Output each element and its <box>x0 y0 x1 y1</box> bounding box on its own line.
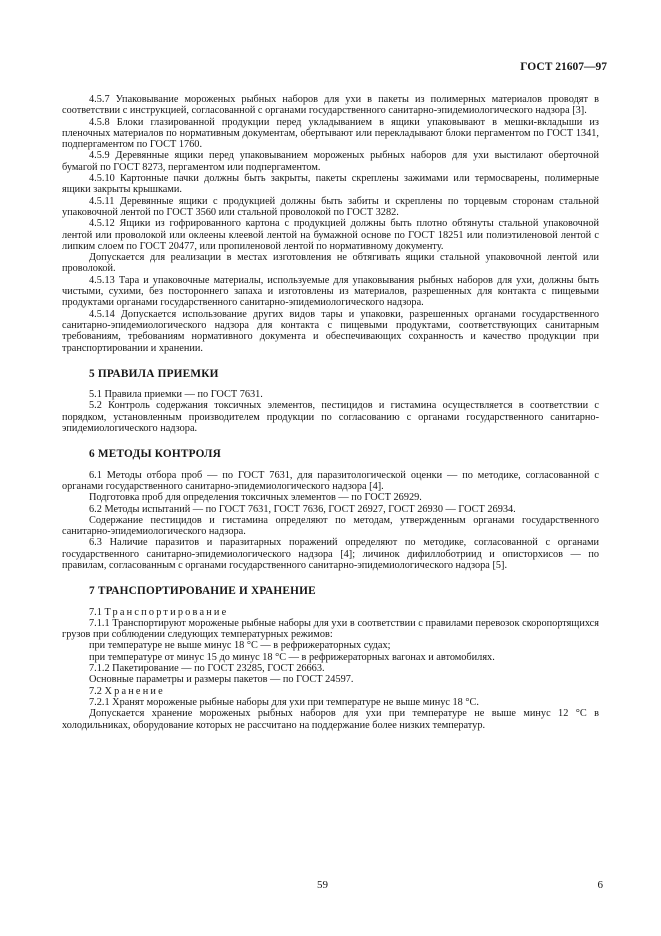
paragraph-4-5-12-note: Допускается для реализации в местах изготовления не обтягивать ящики стальной упаковочной лентой или проволокой. <box>62 252 599 275</box>
paragraph-4-5-10: 4.5.10 Картонные пачки должны быть закрыты, пакеты скреплены зажимами или термосварены, полимерные ящики закрыты крышками. <box>62 173 599 196</box>
paragraph-7-1-1-wagons: при температуре от минус 15 до минус 18 °С — в рефрижераторных вагонах и автомобилях. <box>89 651 495 663</box>
subsection-7-2-number: 7.2 <box>89 685 102 697</box>
paragraph-7-1-1: 7.1.1 Транспортируют мороженые рыбные наборы для ухи в соответствии с правилами перевозок скоропортящихся грузов при соблюдении следующих температурных режимов: <box>62 617 599 641</box>
paragraph-7-2-1-note: Допускается хранение мороженых рыбных наборов для ухи при температуре не выше минус 12 °С в холодильниках, оборудование которых не рассчитано на поддержание более низких температур. <box>62 708 599 731</box>
section-4-5-continuation <box>62 94 599 354</box>
section-7 <box>62 586 599 731</box>
paragraph-6-2: 6.2 Методы испытаний — по ГОСТ 7631, ГОСТ 7636, ГОСТ 26927, ГОСТ 26930 — ГОСТ 26934. <box>89 503 516 515</box>
subsection-7-1-heading <box>62 607 599 618</box>
section-6-heading: 6 МЕТОДЫ КОНТРОЛЯ <box>89 448 222 461</box>
paragraph-7-2-1: 7.2.1 Хранят мороженые рыбные наборы для ухи при температуре не выше минус 18 °С. <box>89 696 479 708</box>
paragraph-6-3: 6.3 Наличие паразитов и паразитарных поражений определяют по методике, согласованной с органами государственного санитарно-эпидемиологического надзора [4]; личинок дифиллоботриид и описторхисов — по правилам, согласованным с органами государственного санитарно-эпидемиологического надзора [5]. <box>62 537 599 571</box>
section-5 <box>62 369 599 434</box>
section-7-heading: 7 ТРАНСПОРТИРОВАНИЕ И ХРАНЕНИЕ <box>89 585 316 598</box>
subsection-7-2-heading <box>62 686 599 697</box>
subsection-7-2-title: Хранение <box>104 685 165 697</box>
subsection-7-1-title: Транспортирование <box>104 606 229 618</box>
paragraph-4-5-12: 4.5.12 Ящики из гофрированного картона с продукцией должны быть плотно обтянуты стальной упаковочной лентой или проволокой или оклеены клеевой лентой на бумажной основе по ГОСТ 18251 или полиэтиленовой лентой с липким слоем по ГОСТ 20477, или пропиленовой лентой по нормативному документу. <box>62 218 599 252</box>
section-6 <box>62 449 599 571</box>
paragraph-4-5-14: 4.5.14 Допускается использование других видов тары и упаковки, разрешенных органами государственного санитарно-эпидемиологического надзора для контакта с пищевыми продуктами, соответствующих санитарным требованиям, требованиям нормативного документа и обеспечивающих сохранность и качество продукции при транспортировании и хранении. <box>62 308 599 354</box>
document-code: ГОСТ 21607—97 <box>520 61 607 73</box>
paragraph-7-1-2-params: Основные параметры и размеры пакетов — по ГОСТ 24597. <box>89 674 354 686</box>
sheet-number: 6 <box>597 879 603 891</box>
paragraph-4-5-9: 4.5.9 Деревянные ящики перед упаковыванием мороженых рыбных наборов для ухи выстилают оберточной бумагой по ГОСТ 8273, пергаментом или подпергаментом. <box>62 150 599 173</box>
paragraph-5-2: 5.2 Контроль содержания токсичных элементов, пестицидов и гистамина осуществляется в соответствии с порядком, установленным производителем продукции по согласованию с органами государственного санитарно-эпидемиологического надзора. <box>62 400 599 435</box>
section-5-heading: 5 ПРАВИЛА ПРИЕМКИ <box>89 367 219 380</box>
paragraph-4-5-8: 4.5.8 Блоки глазированной продукции перед укладыванием в ящики упаковывают в мешки-вкладыши из пленочных материалов по нормативным документам, обертывают или перекладывают блоки пергаментом по ГОСТ 1341, подпергаментом по ГОСТ 1760. <box>62 116 599 151</box>
paragraph-6-2-note: Содержание пестицидов и гистамина определяют по методам, утвержденным органами государственного санитарно-эпидемиологического надзора. <box>62 514 599 538</box>
document-body <box>62 94 599 731</box>
paragraph-5-1: 5.1 Правила приемки — по ГОСТ 7631. <box>89 389 263 401</box>
page-number: 59 <box>317 879 328 891</box>
paragraph-7-1-1-ships: при температуре не выше минус 18 °С — в рефрижераторных судах; <box>89 640 391 652</box>
paragraph-4-5-7: 4.5.7 Упаковывание мороженых рыбных наборов для ухи в пакеты из полимерных материалов проводят в соответствии с инструкцией, согласованной с органами государственного санитарно-эпидемиологического надзора [3]. <box>62 94 599 117</box>
subsection-7-1-number: 7.1 <box>89 606 102 618</box>
paragraph-7-1-2: 7.1.2 Пакетирование — по ГОСТ 23285, ГОСТ 26663. <box>89 663 325 675</box>
paragraph-6-1: 6.1 Методы отбора проб — по ГОСТ 7631, для паразитологической оценки — по методике, согласованной с органами государственного санитарно-эпидемиологического надзора [4]. <box>62 469 599 492</box>
paragraph-6-1-prep: Подготовка проб для определения токсичных элементов — по ГОСТ 26929. <box>89 492 422 504</box>
paragraph-4-5-11: 4.5.11 Деревянные ящики с продукцией должны быть забиты и скреплены по торцевым сторонам стальной упаковочной лентой по ГОСТ 3560 или стальной проволокой по ГОСТ 3282. <box>62 195 599 218</box>
paragraph-4-5-13: 4.5.13 Тара и упаковочные материалы, используемые для упаковывания рыбных наборов для ухи, должны быть чистыми, сухими, без постороннего запаха и изготовлены из материалов, разрешенных для контакта с пищевыми продуктами органами государственного санитарно-эпидемиологического надзора. <box>62 274 599 309</box>
